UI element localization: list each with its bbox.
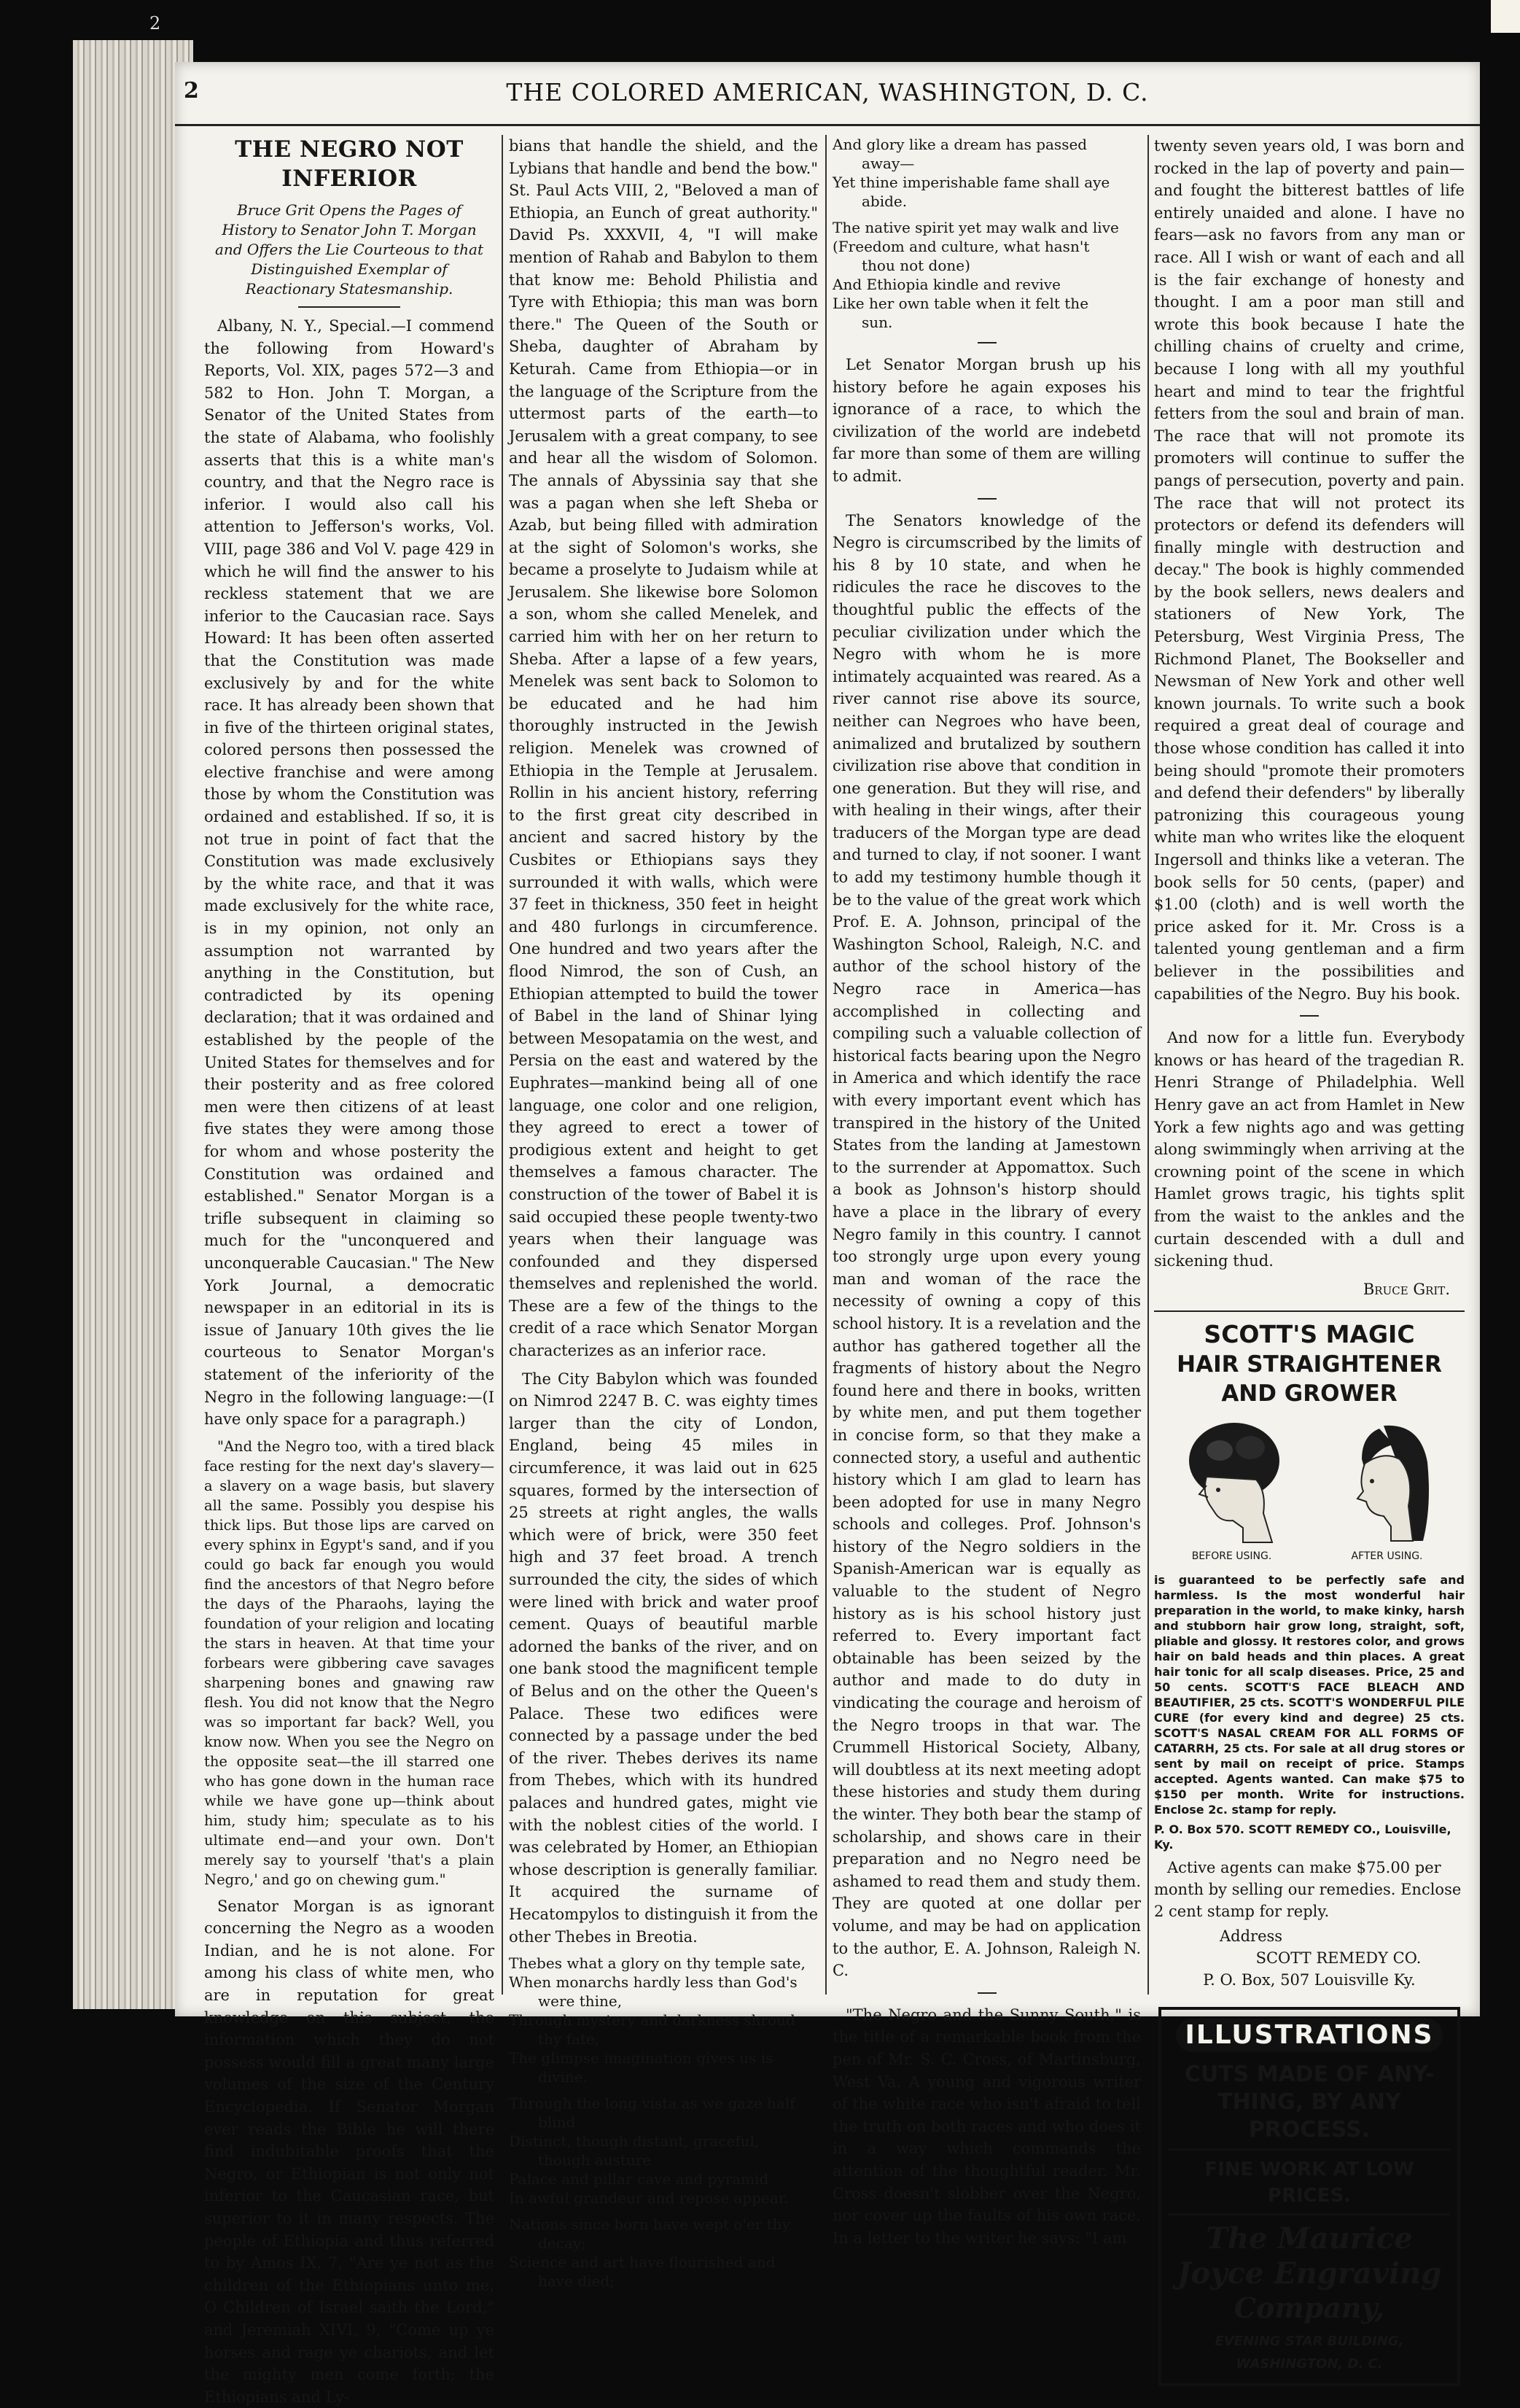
poem-line: Distinct, though distant, graceful, (509, 2132, 760, 2151)
masthead-title: THE COLORED AMERICAN, WASHINGTON, D. C. (506, 78, 1149, 106)
poem-line: Yet thine imperishable fame shall aye (833, 174, 1110, 191)
paragraph: Albany, N. Y., Special.—I commend the following from Howard's Reports, Vol. XIX, pages 572—3 and 582 to Hon. John T. Morgan, a Senator of the United States from the state of Alabama, who foolishly asserts that this is a white man's country, and that the Negro race is inferior. I would also call his attention to Jefferson's works, Vol. VIII, page 386 and Vol V. page 429 in which he will find the answer to his reckless statement that we are inferior to the Caucasian race. Says Howard: It has been often asserted that the Constitution was made exclusively by and for the white race. It has already been shown that in five of the thirteen original states, colored persons then possessed the elective franchise and were among those by whom the Constitution was ordained and established. If so, it is not true in point of fact that the Constitution was made exclusively by the white race, and that it was made exclusively for the white race, is in my opinion, not only an assumption not warranted by anything in the Constitution, but contradicted by its opening declaration; that it was ordained and established by the people of the United States for themselves and for their posterity and as free colored men were then citizens of at least five states they were among those for whom and whose posterity the Constitution was ordained and established." Senator Morgan is a trifle subsequent in claiming so much for the "unconquered and unconquerable Caucasian." The New York Journal, a democratic newspaper in an editorial in its is issue of January 10th gives the lie courteous to Senator Morgan's statement of the inferiority of the Negro in the following language:—(I have only space for a paragraph.) (204, 317, 494, 1429)
poem-line: sun. (862, 314, 893, 331)
paragraph: Senator Morgan is as ignorant concerning the Negro as a wooden Indian, and he is not alone. For among his class of white men, who are in reputation for great knowledge on this subject, the information which they do not possess would fill a great many large volumes of the size of the Century Encyclopedia. If Senator Morgan ever reads the Bible he will there find indubitable proofs that the Negro, or Ethiopian is not only not inferior to the Caucasian race, but superior to it in many respects. The people of Ethiopia and thus referred to by Amos IX, 7, "Are ye not as the children of the Ethiopians unto me, O Children of Israel saith the Lord," and Jeremiah XIVI, 9, "Come up ye horses and rage ye chariots, and let the mighty men come forth; the Ethiopians and Ly- (204, 1897, 494, 2406)
ad-line: FINE WORK AT LOW PRICES. (1169, 2156, 1450, 2215)
paragraph: The Senators knowledge of the Negro is circumscribed by the limits of his 8 by 10 state, and when he ridicules the race he discoves to the thoughtful public the effects of the peculiar civilization under which the Negro with whom he is more intimately acquainted was reared. As a river cannot rise above its source, neither can Negroes who have been, animalized and brutalized by southern civilization rise above that condition in one generation. But they will rise, and with healing in their wings, after their traducers of the Morgan type are dead and turned to clay, if not sooner. I want to add my testimony humble though it be to the value of the great work which Prof. E. A. Johnson, principal of the Washington School, Raleigh, N.C. and author of the school history of the Negro race in America—has accomplished in collecting and compiling such a valuable collection of historical facts bearing upon the Negro in America and which identify the race with every important event which has transpired in the history of the United States from the landing at Jamestown to the surrender at Appomattox. Such a book as Johnson's historp should have a place in the library of every Negro family in this country. I cannot too strongly urge upon every young man and woman of the race the necessity of owning a copy of this school history. It is a revelation and the author has gathered together all the fragments of history about the Negro found here and there in books, written by white men, and put them together in concise form, so that they make a connected story, a useful and authentic history which I am glad to learn has been adopted for use in many Negro schools and colleges. Prof. Johnson's history of the Negro soldiers in the Spanish-American war is equally as valuable to the student of Negro history as is his school history just referred to. Every important fact obtainable has been seized by the author and made to do duty in vindicating the courage and heroism of the Negro troops in that war. The Crummell Historical Society, Albany, will doubtless at its next meeting adopt these histories and study them during the winter. They both bear the stamp of scholarship, and shows care in their preparation and no Negro need be ashamed to read them and study them. They are quoted at one dollar per volume, and may be had on application to the author, E. A. Johnson, Raleigh N. C. (833, 511, 1141, 1980)
poem-continued (833, 135, 1141, 332)
ad-line: THING, BY ANY PROCESS. (1169, 2089, 1450, 2151)
poem-line: The native spirit yet may walk and live (833, 219, 1119, 236)
ad-address: EVENING STAR BUILDING, WASHINGTON, D. C. (1215, 2334, 1404, 2372)
column-4 (1154, 135, 1465, 2372)
divider (298, 306, 400, 308)
article-headline: THE NEGRO NOT INFERIOR (235, 136, 464, 192)
article-subhead: Bruce Grit Opens the Pages of History to Senator John T. Morgan and Offers the Lie Courteous to that Distinguished Exemplar of Reactionary Statesmanship. (214, 201, 484, 298)
paragraph: Let Senator Morgan brush up his history before he again exposes his ignorance of a race, to which the civilization of the world are indebetd far more than some of them are willing to admit. (833, 356, 1141, 485)
scott-hair-ad (1154, 1310, 1465, 1991)
quoted-paragraph: "And the Negro too, with a tired black face resting for the next day's slavery—a slavery on a wage basis, but slavery all the same. Possibly you despise his thick lips. But those lips are carved on every sphinx in Egypt's sand, and if you could go back far enough you would find the ancestors of that Negro before the days of the Pharaohs, laying the foundation of your religion and locating the stars in heaven. At that time your forbears were gibbering cave savages sharpening bones and gnawing raw flesh. You did not know that the Negro was so important far back? Well, you know now. When you see the Negro on the opposite seat—the ill starred one who has gone down in the human race while we have gone up—think about him, study him; speculate as to his ultimate end—and your own. Don't merely say to yourself 'that's a plain Negro,' and go on chewing gum." (204, 1437, 494, 1888)
ad-title: SCOTT'S MAGIC (1204, 1320, 1415, 1349)
ad-tail (1154, 1857, 1465, 1991)
divider (978, 498, 997, 500)
poem-line: decay; (538, 2234, 586, 2253)
poem-line: And glory like a dream has passed (833, 136, 1088, 153)
poem-line: (Freedom and culture, what hasn't (833, 238, 1090, 255)
poem-line: And Ethiopia kindle and revive (833, 276, 1061, 293)
corner-page-number: 2 (149, 13, 161, 34)
poem-line: abide. (862, 193, 908, 210)
poem-line: though austure (538, 2151, 652, 2170)
poem-line: Palace and pillar cave and pyramid (509, 2170, 769, 2188)
poem-line: thy fate, (538, 2030, 600, 2048)
poem-line: thou not done) (862, 257, 970, 274)
poem-line: Science and art have flourished and (509, 2253, 776, 2272)
corner-mark (1491, 0, 1520, 33)
poem-line: In awful grandeur and repose appear. (509, 2189, 789, 2207)
after-face (1325, 1418, 1449, 1568)
ad-banner: ILLUSTRATIONS (1176, 2019, 1443, 2053)
poem-thebes (509, 1954, 818, 2291)
column-rule (825, 135, 827, 1995)
column-3 (833, 135, 1141, 2247)
after-caption: AFTER USING. (1351, 1550, 1423, 1563)
poem-line: were thine, (538, 1992, 623, 2011)
poem-line: When monarchs hardly less than God's (509, 1973, 798, 1992)
ad-subtitle: HAIR STRAIGHTENER AND GROWER (1177, 1351, 1442, 1407)
column-2 (509, 135, 818, 2291)
paragraph: twenty seven years old, I was born and rocked in the lap of poverty and pain—and fought the bitterest battles of life entirely unaided and alone. I have no fears—ask no favors from any man or race. All I wish or want of each and all is the fair exchange of honesty and thought. I am a poor man still and wrote this book because I hate the chilling chains of cruelty and crime, because I long with all my youthful heart and mind to tear the frightful fetters from the soul and brain of man. The race that will not promote its promoters will continue to suffer the pangs of persecution, poverty and pain. The race that will not protect its protectors or defend its defenders will finally mingle with destruction and decay." The book is highly commended by the book sellers, news dealers and stationers of New York, The Petersburg, West Virginia Press, The Richmond Planet, The Bookseller and Newsman of New York and other well known journals. To write such a book required a great deal of courage and those whose condition has called it into being should "promote their promoters and defend their defenders" by liberally patronizing this courageous young white man who writes like the eloquent Ingersoll and thinks like a veteran. The book sells for 50 cents, (paper) and $1.00 (cloth) and is well worth the price asked for it. Mr. Cross is a talented young gentleman and a firm believer in the possibilities and capabilities of the Negro. Buy his book. (1154, 137, 1465, 1003)
paragraph: "The Negro and the Sunny South," is the title of a remarkable book from the pen of Mr. S. C. Cross, of Martinsburg, West Va. A young and vigorous writer of the white race who isn't afraid to tell the truth on both races and who does it in a way which commands the attention of the thoughtful reader. Mr. Cross doesn't slobber over the Negro, nor cover up the faults of his own race. In a letter to the writer he says: "I am (833, 2005, 1141, 2247)
before-after-illustration (1154, 1418, 1465, 1568)
poem-line: Nations since born have wept o'er thy (509, 2215, 790, 2234)
paragraph: bians that handle the shield, and the Lybians that handle and bend the bow." St. Paul Acts VIII, 2, "Beloved a man of Ethiopia, an Eunch of great authority." David Ps. XXXVII, 4, "I will make mention of Rahab and Babylon to them that know me: Behold Philistia and Tyre with Ethiopia; this man was born there." The Queen of the South or Sheba, daughter of Abraham by Keturah. Came from Ethiopia—or in the language of the Scripture from the uttermost parts of the earth—to Jerusalem with a great company, to see and hear all the wisdom of Solomon. The annals of Abyssinia say that she was a pagan when she left Sheba or Azab, but being filled with admiration at the sight of Solomon's works, she became a proselyte to Judaism while at Jerusalem. She likewise bore Solomon a son, whom she called Menelek, and carried him with her on her return to Sheba. After a lapse of a few years, Menelek was sent back to Solomon to be educated and he had him thoroughly instructed in the Jewish religion. Menelek was crowned of Ethiopia in the Temple at Jerusalem. Rollin in his ancient history, referring to the first great city described in ancient and sacred history by the Cusbites or Ethiopians says they surrounded it with walls, which were 37 feet in thickness, 350 feet in height and 480 furlongs in circumference. One hundred and two years after the flood Nimrod, the son of Cush, an Ethiopian attempted to build the tower of Babel in the land of Shinar lying between Mesopatamia on the west, and Persia on the east and watered by the Euphrates—mankind being all of one language, one color and one religion, they agreed to erect a tower of prodigious extent and height to get themselves a famous character. The construction of the tower of Babel it is said occupied these people twenty-two years when their language was confounded and they dispersed themselves and replenished the world. These are a few of the things to the credit of a race which Senator Morgan characterizes as an inferior race. (509, 137, 818, 1360)
woman-profile-icon (1177, 1418, 1287, 1542)
woman-profile-icon (1333, 1418, 1442, 1542)
ad-po-box: P. O. Box, 507 Louisville Ky. (1203, 1970, 1416, 1989)
ad-box-line: P. O. Box 570. SCOTT REMEDY CO., Louisville, Ky. (1154, 1822, 1451, 1852)
paragraph: And now for a little fun. Everybody knows or has heard of the tragedian R. Henri Strange of Philadelphia. Well Henry gave an act from Hamlet in New York a few nights ago and was getting along swimmingly when arriving at the crowning point of the scene in which Hamlet grows tragic, his tights split from the waist to the ankles and the curtain descended with a dull and sickening thud. (1154, 1029, 1465, 1270)
ad-line: CUTS MADE OF ANY- (1184, 2062, 1435, 2088)
before-caption: BEFORE USING. (1191, 1550, 1272, 1563)
before-face (1170, 1418, 1294, 1568)
poem-line: blind (538, 2113, 576, 2132)
poem-line: The glimpse imagination gives us is (509, 2049, 773, 2067)
page-number: 2 (184, 78, 199, 104)
poem-line: Thebes what a glory on thy temple sate, (509, 1954, 806, 1973)
divider (978, 342, 997, 343)
column-rule (1147, 135, 1149, 1995)
poem-line: Through mystery and darkness shroud (509, 2011, 795, 2030)
masthead (175, 62, 1480, 126)
ad-company-name: The Maurice Joyce Engraving (1177, 2221, 1442, 2291)
ad-address-label: Address (1220, 1927, 1283, 1945)
poem-line: away— (862, 155, 915, 172)
poem-line: divine. (538, 2068, 588, 2086)
divider (1300, 1015, 1319, 1017)
poem-line: Like her own table when it felt the (833, 295, 1089, 312)
ad-company-suffix: Company, (1233, 2291, 1385, 2325)
column-rule (502, 135, 503, 1995)
column-1 (204, 135, 494, 2406)
ad-agents-text: Active agents can make $75.00 per month by selling our remedies. Enclose 2 cent stamp for reply. (1154, 1858, 1462, 1920)
newspaper-page (175, 62, 1480, 2406)
paragraph: The City Babylon which was founded on Nimrod 2247 B. C. was eighty times larger than the city of London, England, being 45 miles in circumference, it was laid out in 625 squares, formed by the intersection of 25 streets at right angles, the walls which were of brick, were 350 feet high and 37 feet broad. A trench surrounded the city, the sides of which were lined with brick and water proof cement. Quays of beautiful marble adorned the banks of the river, and on one bank stood the magnificent temple of Belus and on the other the Queen's Palace. These two edifices were connected by a passage under the bed of the river. Thebes derives its name from Thebes, which with its hundred palaces and hundred gates, might vie with the noblest cities of the world. I was celebrated by Homer, an Ethiopian whose description is generally familiar. It acquired the surname of Hecatompylos to distinguish it from the other Thebes in Breotia. (509, 1370, 818, 1946)
divider (978, 1992, 997, 1994)
engraving-ad (1158, 2007, 1460, 2386)
ad-body-text: is guaranteed to be perfectly safe and harmless. Is the most wonderful hair preparation in the world, to make kinky, harsh and stubborn hair grow long, straight, soft, pliable and glossy. It restores color, and grows hair on bald heads and thin places. A great hair tonic for all scalp diseases. Price, 25 and 50 cents. SCOTT'S FACE BLEACH AND BEAUTIFIER, 25 cts. SCOTT'S WONDERFUL PILE CURE (for every kind and degree) 25 cts. SCOTT'S NASAL CREAM FOR ALL FORMS OF CATARRH, 25 cts. For sale at all drug stores or sent by mail on receipt of price. Stamps accepted. Agents wanted. Can make $75 to $150 per month. Write for instructions. Enclose 2c. stamp for reply. (1154, 1572, 1465, 1817)
author-signature: Bruce Grit. (1363, 1280, 1450, 1298)
poem-line: Through the long vista as we gaze half (509, 2094, 795, 2113)
ad-company: SCOTT REMEDY CO. (1255, 1949, 1422, 1967)
poem-line: have died; (538, 2272, 615, 2291)
